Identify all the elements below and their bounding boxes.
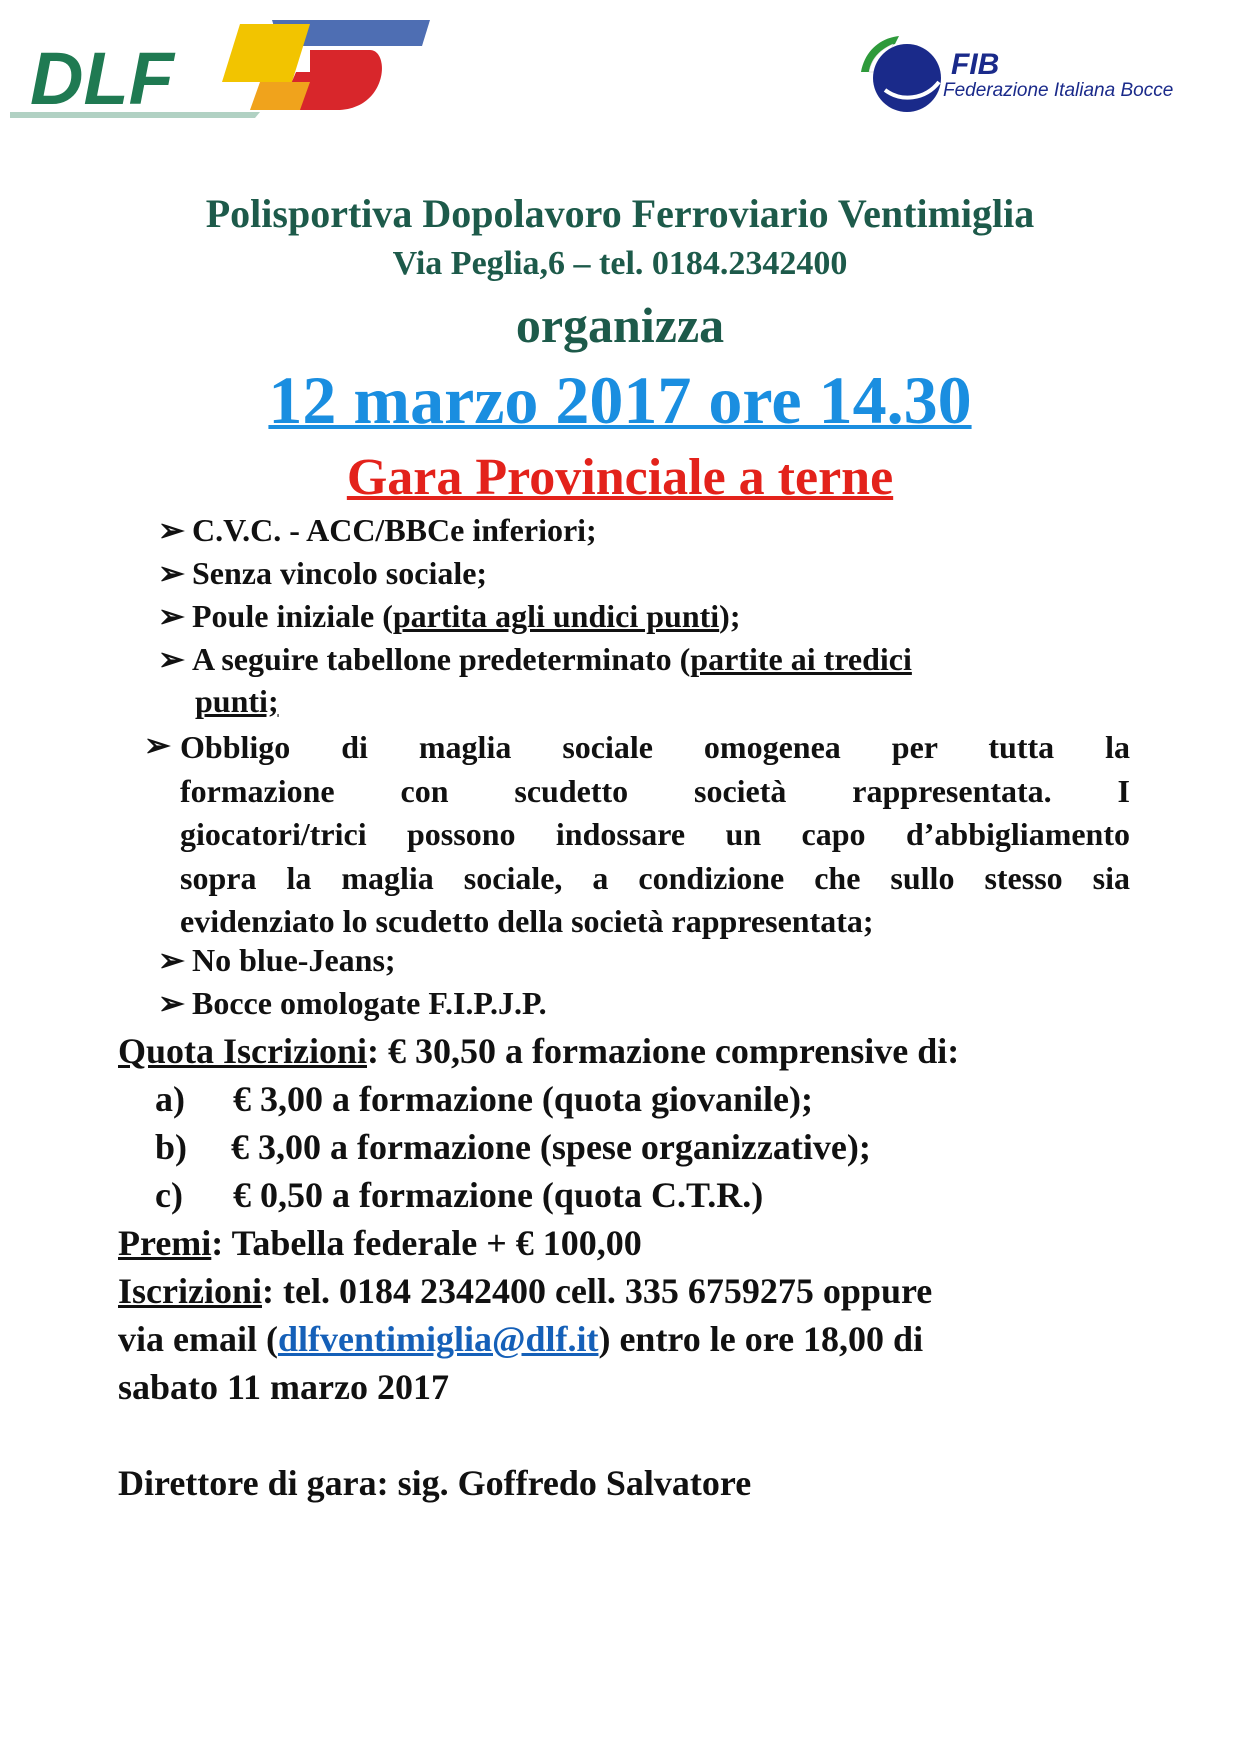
arrow-bullet-icon: ➢ [158, 942, 185, 978]
rule-item-paragraph: Obbligo di maglia sociale omogenea per tutta la formazione con scudetto società rappresentata. I giocatori/trici possono indossare un capo d’abbigliamento sopra la maglia sociale, a condizione che sullo stesso sia evidenziato lo scudetto della società rappresentata; [180, 729, 1130, 939]
fib-logo-name: Federazione Italiana Bocce [943, 80, 1174, 101]
iscrizioni-email-line: via email (dlfventimiglia@dlf.it) entro le ore 18,00 di [118, 1319, 924, 1359]
arrow-bullet-icon: ➢ [158, 641, 185, 677]
arrow-bullet-icon: ➢ [158, 598, 185, 634]
arrow-bullet-icon: ➢ [158, 555, 185, 591]
arrow-bullet-icon: ➢ [158, 512, 185, 548]
fib-logo-abbr: FIB [951, 48, 1000, 81]
fib-ball-icon [855, 30, 945, 120]
arrow-bullet-icon: ➢ [158, 985, 185, 1021]
event-title: Gara Provinciale a terne [346, 449, 894, 506]
premi-label: Premi [118, 1223, 212, 1263]
quota-item-b: b) € 3,00 a formazione (spese organizzative); [155, 1127, 871, 1167]
organizza-heading: organizza [515, 297, 725, 353]
rule-item: ➢ Poule iniziale (partita agli undici punti); [158, 598, 741, 634]
event-date-time: 12 marzo 2017 ore 14.30 [268, 362, 972, 438]
rule-item: ➢ No blue-Jeans; [158, 942, 396, 978]
quota-label: Quota Iscrizioni [118, 1031, 367, 1071]
rule-item: ➢ Senza vincolo sociale; [158, 555, 488, 591]
arrow-bullet-icon: ➢ [144, 727, 171, 763]
iscrizioni-label: Iscrizioni [118, 1271, 262, 1311]
dlf-logo [10, 12, 440, 120]
quota-iscrizioni-line: Quota Iscrizioni: € 30,50 a formazione comprensive di: [118, 1031, 960, 1071]
organization-address: Via Peglia,6 – tel. 0184.2342400 [392, 245, 848, 282]
premi-line: Premi: Tabella federale + € 100,00 [118, 1223, 642, 1263]
rule-item: ➢ Bocce omologate F.I.P.J.P. [158, 985, 547, 1021]
quota-item-a: a) € 3,00 a formazione (quota giovanile); [155, 1079, 813, 1119]
email-link[interactable]: dlfventimiglia@dlf.it [277, 1319, 599, 1359]
race-director: Direttore di gara: sig. Goffredo Salvatore [118, 1463, 752, 1503]
iscrizioni-deadline: sabato 11 marzo 2017 [118, 1367, 449, 1407]
organization-name: Polisportiva Dopolavoro Ferroviario Ventimiglia [205, 191, 1035, 236]
quota-item-c: c) € 0,50 a formazione (quota C.T.R.) [155, 1175, 764, 1215]
fib-logo [855, 30, 1210, 120]
dlf-logo-text: DLF [30, 37, 174, 120]
rule-item: ➢ C.V.C. - ACC/BBCe inferiori; [158, 512, 597, 548]
rule-item-continuation: punti; [195, 683, 279, 719]
iscrizioni-line: Iscrizioni: tel. 0184 2342400 cell. 335 6759275 oppure [118, 1271, 933, 1311]
rule-item: ➢ A seguire tabellone predeterminato (partite ai tredici [158, 641, 912, 677]
